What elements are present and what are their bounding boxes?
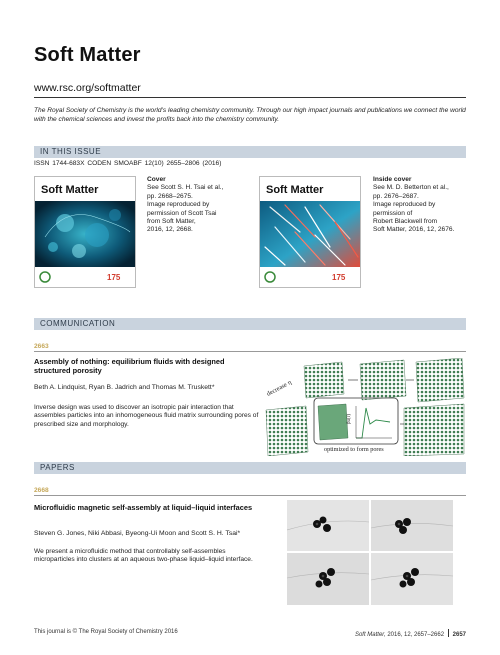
article-authors: Steven G. Jones, Niki Abbasi, Byeong-Ui Moon and Scott S. H. Tsai*: [34, 530, 241, 537]
article-authors: Beth A. Lindquist, Ryan B. Jadrich and Thomas M. Truskett*: [34, 384, 215, 391]
journal-url[interactable]: www.rsc.org/softmatter: [34, 82, 141, 94]
inside-cover-image: [259, 176, 361, 288]
footer-separator: [448, 629, 449, 637]
journal-title: Soft Matter: [34, 44, 141, 66]
cover-thumb-badge: 175: [107, 273, 121, 282]
footer-citation: Soft Matter, 2016, 12, 2657–2662 2657: [354, 632, 466, 638]
figure-decrease-label: decrease η: [265, 378, 293, 398]
article-abstract: We present a microfluidic method that controllably self-assembles microparticles into clusters at an aqueous two-phase liquid–liquid interface.: [34, 548, 253, 564]
inside-cover-thumb-title: Soft Matter: [266, 184, 324, 196]
inside-cover-thumb-badge: 175: [332, 273, 346, 282]
figure-axis-label: βu(r): [347, 413, 352, 424]
article-rule: [34, 351, 466, 352]
article-abstract: Inverse design was used to discover an isotropic pair interaction that assembles particles into an inhomogeneous fluid matrix surrounding pores of prescribed size and morphology.: [34, 404, 259, 428]
section-communication: COMMUNICATION: [34, 318, 466, 330]
issn-line: ISSN 1744-683X CODEN SMOABF 12(10) 2655–2806 (2016): [34, 160, 222, 167]
section-papers: PAPERS: [34, 462, 466, 474]
article-title[interactable]: Assembly of nothing: equilibrium fluids with designed structured porosity: [34, 357, 225, 376]
header-rule: [34, 97, 466, 98]
cover-thumb-title: Soft Matter: [41, 184, 99, 196]
footer-copyright: This journal is © The Royal Society of Chemistry 2016: [34, 629, 178, 635]
papers-figure: [287, 500, 453, 605]
article-rule: [34, 495, 466, 496]
figure-optimized-label: optimized to form pores: [324, 446, 384, 453]
tagline: The Royal Society of Chemistry is the world’s leading chemistry community. Through our high impact journals and publications we connect the world with the chemical sciences and invest the profits back into the chemistry community.: [34, 107, 466, 123]
section-in-this-issue: IN THIS ISSUE: [34, 146, 466, 158]
article-page-number: 2668: [34, 487, 49, 494]
communication-figure: [264, 358, 466, 456]
inside-cover-caption: Inside cover See M. D. Betterton et al., pp. 2676–2687. Image reproduced by permission of Robert Blackwell from Soft Matter, 2016, 12, 2676.: [373, 176, 455, 234]
footer-page-number: 2657: [452, 632, 466, 638]
cover-image: [34, 176, 136, 288]
cover-caption: Cover See Scott S. H. Tsai et al., pp. 2668–2675. Image reproduced by permission of Scott Tsai from Soft Matter, 2016, 12, 2668.: [147, 176, 224, 234]
article-title[interactable]: Microfluidic magnetic self-assembly at liquid–liquid interfaces: [34, 503, 253, 512]
article-page-number: 2663: [34, 343, 49, 350]
